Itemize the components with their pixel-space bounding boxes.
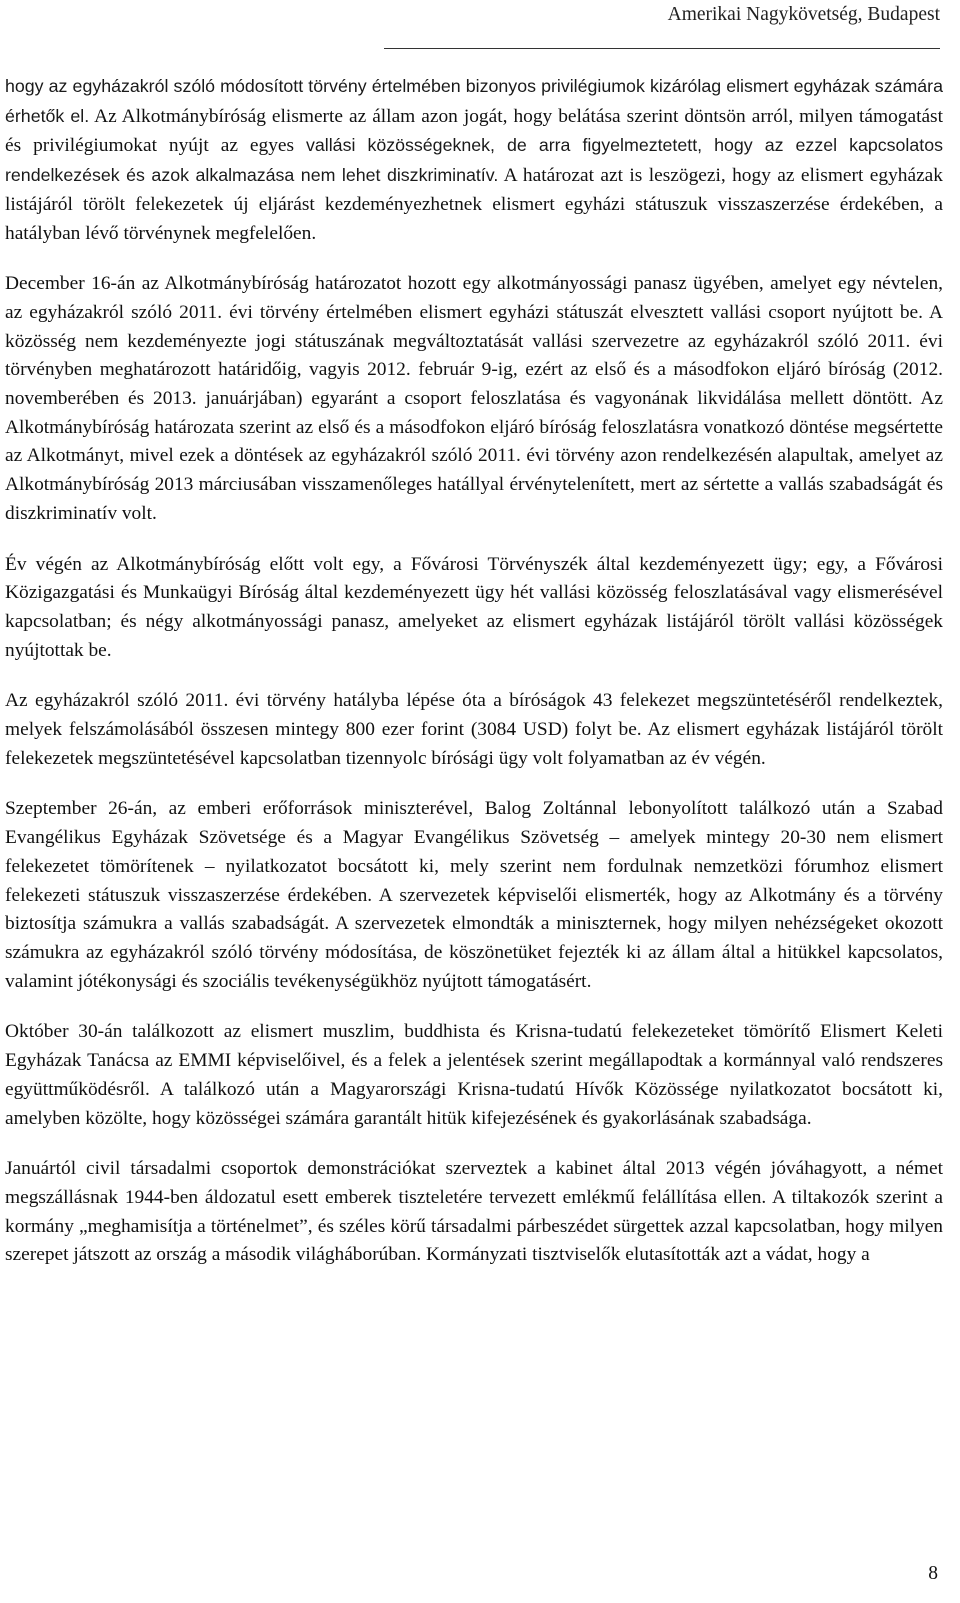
body-paragraph: [5, 687, 943, 773]
body-paragraph: [5, 795, 943, 996]
paragraph-text-run: Januártól civil társadalmi csoportok demonstrációkat szerveztek a kabinet által 2013 végén jóváhagyott, a német megszállásnak 1944-ben áldozatul esett emberek tiszteletére tervezett emlékmű felállítása ellen. A tiltakozók szerint a kormány „meghamisítja a történelmet”, és széles körű társadalmi párbeszédet sürgettek azzal kapcsolatban, hogy milyen szerepet játszott az ország a második világháborúban. Kormányzati tisztviselők elutasították azt a vádat, hogy a: [5, 1158, 943, 1266]
body-paragraph: [5, 72, 943, 248]
body-paragraph: [5, 1155, 943, 1270]
body-paragraph: [5, 551, 943, 666]
document-body: [5, 72, 943, 1292]
paragraph-text-run: Szeptember 26-án, az emberi erőforrások miniszterével, Balog Zoltánnal lebonyolított találkozó után a Szabad Evangélikus Egyházak Szövetsége és a Magyar Evangélikus Szövetség – amelyek mintegy 20-30 nem elismert felekezetet tömörítenek – nyilatkozatot bocsátott ki, mely szerint nem fordulnak nemzetközi fórumhoz elismert felekezeti státuszuk visszaszerzése érdekében. A szervezetek képviselői elismerték, hogy az Alkotmány és a törvény biztosítja számukra a vallás szabadságát. A szervezetek elmondták a miniszternek, hogy milyen nehézségeket okozott számukra az egyházakról szóló törvény módosítása, de köszönetüket fejezték ki az állam által a hitükkel kapcsolatos, valamint jótékonysági és szociális tevékenységükhöz nyújtott támogatásért.: [5, 798, 943, 992]
paragraph-text-run: Az egyházakról szóló 2011. évi törvény hatályba lépése óta a bíróságok 43 felekezet megszüntetéséről rendelkeztek, melyek felszámolásából összesen mintegy 800 ezer forint (3084 USD) folyt be. Az elismert egyházak listájáról törölt felekezetek megszüntetésével kapcsolatban tizennyolc bírósági ügy volt folyamatban az év végén.: [5, 690, 943, 769]
paragraph-text-run: Év végén az Alkotmánybíróság előtt volt egy, a Fővárosi Törvényszék által kezdeményezett ügy; egy, a Fővárosi Közigazgatási és Munkaügyi Bíróság által kezdeményezett ügy hét vallási közösség feloszlatásával vagy elismerésével kapcsolatban; és négy alkotmányossági panasz, amelyeket az elismert egyházak listájáról törölt vallási közösségek nyújtottak be.: [5, 553, 943, 661]
body-paragraph: [5, 1018, 943, 1133]
page-header: Amerikai Nagykövetség, Budapest: [667, 4, 940, 25]
paragraph-text-run: Október 30-án találkozott az elismert muszlim, buddhista és Krisna-tudatú felekezeteket tömörítő Elismert Keleti Egyházak Tanácsa az EMMI képviselőivel, és a felek a jelentések szerint megállapodtak a kormánnyal való rendszeres együttműködésről. A találkozó után a Magyarországi Krisna-tudatú Hívők Közössége nyilatkozatot bocsátott ki, amelyben közölte, hogy közösségei számára garantált hitük kifejezésének és gyakorlásának szabadsága.: [5, 1021, 943, 1129]
body-paragraph: [5, 270, 943, 528]
paragraph-text-run: December 16-án az Alkotmánybíróság határozatot hozott egy alkotmányossági panasz ügyében, amelyet egy névtelen, az egyházakról szóló 2011. évi törvény értelmében elismert egyházi státuszát elvesztett vallási csoport nyújtott be. A közösség nem kezdeményezte jogi státuszának megváltoztatását vallási szervezetre az egyházakról szóló 2011. évi törvényben meghatározott határidőig, vagyis 2012. február 9-ig, ezért az első és a másodfokon eljáró bíróság (2012. novemberében és 2013. januárjában) egyaránt a csoport feloszlatása és vagyonának likvidálása mellett döntött. Az Alkotmánybíróság határozata szerint az első és a másodfokon eljáró bíróság feloszlatásra vonatkozó döntése megsértette az Alkotmányt, mivel ezek a döntések az egyházakról szóló 2011. évi törvény azon rendelkezésén alapultak, amelyet az Alkotmánybíróság 2013 márciusában visszamenőleges hatállyal érvénytelenített, mert az sértette a vallás szabadságát és diszkriminatív volt.: [5, 273, 943, 524]
paragraph-text-run: hogy az egyházakról szóló módosított törvény értelmében bizonyos privilégiumok kizárólag elismert egyházak számára érhetők el.: [5, 76, 943, 126]
paragraph-text-run: A határozat azt is leszögezi, hogy az elismert egyházak listájáról törölt felekezetek új eljárást kezdeményezhetnek elismert egyházi státuszuk visszaszerzése érdekében, a hatályban lévő törvénynek megfelelően.: [5, 165, 943, 244]
paragraph-text-run: vallási közösségeknek, de arra figyelmeztetett, hogy az ezzel kapcsolatos rendelkezések és azok alkalmazása nem lehet diszkriminatív.: [5, 135, 943, 186]
header-rule: [384, 48, 940, 49]
page-number: 8: [928, 1563, 938, 1584]
paragraph-text-run: Az Alkotmánybíróság elismerte az állam azon jogát, hogy belátása szerint döntsön arról, milyen támogatást és privilégiumokat nyújt az egyes: [5, 105, 943, 157]
